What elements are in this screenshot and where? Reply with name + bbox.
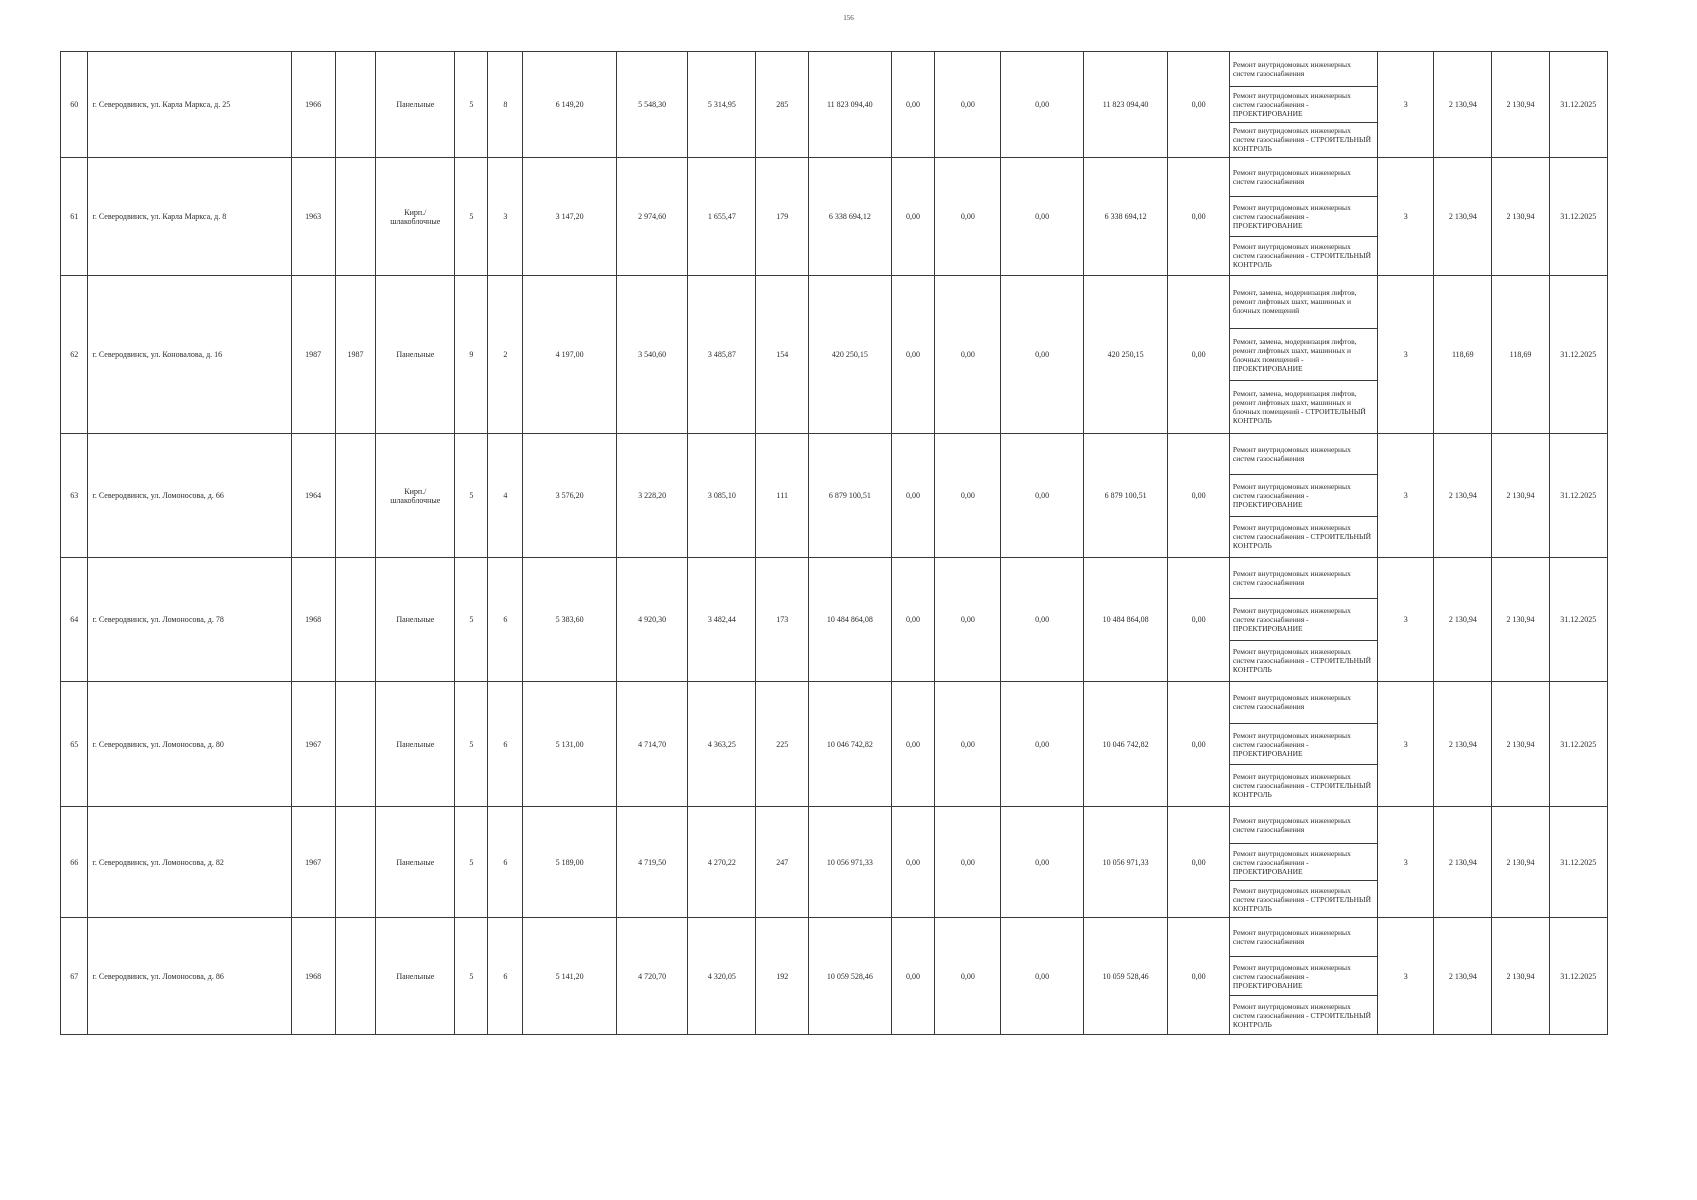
cell-cost-local: 0,00 [1001, 158, 1083, 276]
table-row [61, 558, 1608, 682]
cell-deadline: 31.12.2025 [1549, 918, 1607, 1035]
cell-area-residential: 5 314,95 [688, 52, 756, 158]
cell-num: 62 [61, 276, 88, 434]
cell-cost-regional: 0,00 [935, 558, 1001, 682]
cell-wall-material: Панельные [376, 52, 455, 158]
cell-year-built: 1987 [291, 276, 335, 434]
cell-wall-material: Кирп./ шлакоблочные [376, 158, 455, 276]
cell-cost-federal: 0,00 [891, 558, 935, 682]
cell-residents: 225 [756, 682, 809, 807]
cell-unit-cost: 2 130,94 [1434, 682, 1492, 807]
cell-cost-regional: 0,00 [935, 434, 1001, 558]
cell-cost-total: 6 338 694,12 [809, 158, 891, 276]
cell-year-reconstruction [335, 682, 376, 807]
cell-cost-regional: 0,00 [935, 52, 1001, 158]
cell-num: 61 [61, 158, 88, 276]
cell-deadline: 31.12.2025 [1549, 52, 1607, 158]
cell-wall-material: Панельные [376, 918, 455, 1035]
cell-cost-federal: 0,00 [891, 52, 935, 158]
cell-floors: 5 [455, 682, 488, 807]
table-row [61, 276, 1608, 434]
cell-cost-regional: 0,00 [935, 276, 1001, 434]
cell-cost-local: 0,00 [1001, 52, 1083, 158]
cell-works [1229, 558, 1377, 682]
table-row [61, 682, 1608, 807]
cell-area-living: 4 714,70 [616, 682, 687, 807]
cell-works [1229, 52, 1377, 158]
table-row [61, 918, 1608, 1035]
cell-entrances: 2 [488, 276, 523, 434]
cell-works [1229, 682, 1377, 807]
cell-works [1229, 434, 1377, 558]
cell-class: 3 [1378, 558, 1434, 682]
cell-cost-owners: 10 056 971,33 [1083, 807, 1168, 918]
cell-cost-total: 11 823 094,40 [809, 52, 891, 158]
cell-unit-cost-max: 2 130,94 [1492, 682, 1549, 807]
cell-cost-federal: 0,00 [891, 918, 935, 1035]
cell-entrances: 4 [488, 434, 523, 558]
cell-entrances: 3 [488, 158, 523, 276]
cell-cost-other: 0,00 [1168, 807, 1230, 918]
work-item: Ремонт внутридомовых инженерных систем газоснабжения [1230, 558, 1377, 599]
work-item: Ремонт внутридомовых инженерных систем газоснабжения - ПРОЕКТИРОВАНИЕ [1230, 599, 1377, 640]
table-row [61, 52, 1608, 158]
cell-class: 3 [1378, 158, 1434, 276]
cell-cost-local: 0,00 [1001, 434, 1083, 558]
cell-area-residential: 3 085,10 [688, 434, 756, 558]
cell-area-total: 3 576,20 [523, 434, 616, 558]
cell-address: г. Северодвинск, ул. Ломоносова, д. 66 [88, 434, 291, 558]
cell-entrances: 6 [488, 682, 523, 807]
cell-area-total: 3 147,20 [523, 158, 616, 276]
cell-area-residential: 3 482,44 [688, 558, 756, 682]
cell-unit-cost: 2 130,94 [1434, 158, 1492, 276]
work-item: Ремонт внутридомовых инженерных систем газоснабжения - СТРОИТЕЛЬНЫЙ КОНТРОЛЬ [1232, 1001, 1371, 1029]
cell-num: 63 [61, 434, 88, 558]
work-item: Ремонт внутридомовых инженерных систем газоснабжения - ПРОЕКТИРОВАНИЕ [1230, 475, 1377, 516]
cell-unit-cost-max: 2 130,94 [1492, 52, 1549, 158]
cell-entrances: 6 [488, 807, 523, 918]
cell-cost-owners: 10 059 528,46 [1083, 918, 1168, 1035]
cell-year-built: 1964 [291, 434, 335, 558]
cell-cost-other: 0,00 [1168, 276, 1230, 434]
cell-cost-federal: 0,00 [891, 807, 935, 918]
cell-floors: 5 [455, 807, 488, 918]
cell-unit-cost: 2 130,94 [1434, 52, 1492, 158]
cell-num: 67 [61, 918, 88, 1035]
cell-unit-cost: 118,69 [1434, 276, 1492, 434]
cell-year-reconstruction [335, 52, 376, 158]
cell-floors: 5 [455, 434, 488, 558]
cell-works [1229, 807, 1377, 918]
works-list [1230, 682, 1377, 806]
cell-unit-cost-max: 2 130,94 [1492, 434, 1549, 558]
cell-year-reconstruction [335, 807, 376, 918]
cell-area-living: 5 548,30 [616, 52, 687, 158]
cell-unit-cost-max: 2 130,94 [1492, 558, 1549, 682]
cell-area-residential: 1 655,47 [688, 158, 756, 276]
cell-entrances: 6 [488, 558, 523, 682]
cell-cost-local: 0,00 [1001, 276, 1083, 434]
work-item: Ремонт внутридомовых инженерных систем газоснабжения [1230, 158, 1377, 197]
cell-unit-cost-max: 2 130,94 [1492, 918, 1549, 1035]
cell-deadline: 31.12.2025 [1549, 434, 1607, 558]
work-item: Ремонт внутридомовых инженерных систем газоснабжения - ПРОЕКТИРОВАНИЕ [1230, 197, 1377, 236]
work-item: Ремонт внутридомовых инженерных систем газоснабжения - СТРОИТЕЛЬНЫЙ КОНТРОЛЬ [1232, 242, 1371, 270]
cell-area-total: 5 131,00 [523, 682, 616, 807]
cell-address: г. Северодвинск, ул. Ломоносова, д. 78 [88, 558, 291, 682]
cell-cost-total: 10 059 528,46 [809, 918, 891, 1035]
cell-class: 3 [1378, 807, 1434, 918]
cell-cost-owners: 6 338 694,12 [1083, 158, 1168, 276]
cell-cost-federal: 0,00 [891, 434, 935, 558]
work-item: Ремонт внутридомовых инженерных систем газоснабжения - ПРОЕКТИРОВАНИЕ [1230, 844, 1377, 881]
cell-floors: 5 [455, 52, 488, 158]
cell-residents: 285 [756, 52, 809, 158]
cell-unit-cost-max: 118,69 [1492, 276, 1549, 434]
work-item: Ремонт внутридомовых инженерных систем газоснабжения - СТРОИТЕЛЬНЫЙ КОНТРОЛЬ [1232, 772, 1371, 800]
cell-unit-cost-max: 2 130,94 [1492, 158, 1549, 276]
works-list [1230, 558, 1377, 681]
work-item: Ремонт внутридомовых инженерных систем газоснабжения - ПРОЕКТИРОВАНИЕ [1230, 724, 1377, 766]
cell-cost-total: 6 879 100,51 [809, 434, 891, 558]
cell-cost-total: 10 484 864,08 [809, 558, 891, 682]
cell-class: 3 [1378, 918, 1434, 1035]
cell-residents: 247 [756, 807, 809, 918]
works-list [1230, 276, 1377, 433]
cell-deadline: 31.12.2025 [1549, 682, 1607, 807]
cell-area-living: 4 920,30 [616, 558, 687, 682]
work-item: Ремонт внутридомовых инженерных систем газоснабжения - СТРОИТЕЛЬНЫЙ КОНТРОЛЬ [1232, 647, 1371, 675]
cell-area-residential: 4 320,05 [688, 918, 756, 1035]
cell-residents: 111 [756, 434, 809, 558]
cell-cost-local: 0,00 [1001, 918, 1083, 1035]
cell-area-living: 3 540,60 [616, 276, 687, 434]
cell-num: 66 [61, 807, 88, 918]
work-item: Ремонт внутридомовых инженерных систем газоснабжения - СТРОИТЕЛЬНЫЙ КОНТРОЛЬ [1232, 885, 1371, 913]
registry-rows [61, 52, 1608, 1035]
cell-area-total: 4 197,00 [523, 276, 616, 434]
cell-deadline: 31.12.2025 [1549, 158, 1607, 276]
cell-area-residential: 3 485,87 [688, 276, 756, 434]
cell-unit-cost: 2 130,94 [1434, 434, 1492, 558]
cell-address: г. Северодвинск, ул. Карла Маркса, д. 8 [88, 158, 291, 276]
work-item: Ремонт внутридомовых инженерных систем газоснабжения - СТРОИТЕЛЬНЫЙ КОНТРОЛЬ [1232, 126, 1371, 154]
cell-entrances: 8 [488, 52, 523, 158]
cell-year-built: 1968 [291, 558, 335, 682]
cell-year-built: 1968 [291, 918, 335, 1035]
work-item: Ремонт внутридомовых инженерных систем газоснабжения [1230, 434, 1377, 475]
cell-works [1229, 918, 1377, 1035]
cell-deadline: 31.12.2025 [1549, 807, 1607, 918]
cell-area-total: 5 141,20 [523, 918, 616, 1035]
cell-wall-material: Панельные [376, 276, 455, 434]
work-item: Ремонт внутридомовых инженерных систем газоснабжения - ПРОЕКТИРОВАНИЕ [1230, 957, 1377, 996]
cell-area-residential: 4 363,25 [688, 682, 756, 807]
cell-class: 3 [1378, 52, 1434, 158]
cell-deadline: 31.12.2025 [1549, 276, 1607, 434]
cell-wall-material: Панельные [376, 807, 455, 918]
cell-residents: 173 [756, 558, 809, 682]
cell-residents: 179 [756, 158, 809, 276]
cell-cost-local: 0,00 [1001, 682, 1083, 807]
cell-entrances: 6 [488, 918, 523, 1035]
cell-year-reconstruction [335, 158, 376, 276]
page-number: 156 [843, 14, 854, 22]
work-item: Ремонт, замена, модернизация лифтов, ремонт лифтовых шахт, машинных и блочных помещений - ПРОЕКТИРОВАНИЕ [1230, 329, 1377, 382]
cell-area-living: 3 228,20 [616, 434, 687, 558]
cell-cost-regional: 0,00 [935, 682, 1001, 807]
cell-address: г. Северодвинск, ул. Карла Маркса, д. 25 [88, 52, 291, 158]
cell-cost-owners: 6 879 100,51 [1083, 434, 1168, 558]
cell-num: 64 [61, 558, 88, 682]
cell-area-residential: 4 270,22 [688, 807, 756, 918]
cell-cost-local: 0,00 [1001, 558, 1083, 682]
cell-cost-other: 0,00 [1168, 682, 1230, 807]
work-item: Ремонт внутридомовых инженерных систем газоснабжения [1230, 52, 1377, 87]
cell-area-living: 4 719,50 [616, 807, 687, 918]
cell-residents: 192 [756, 918, 809, 1035]
cell-cost-local: 0,00 [1001, 807, 1083, 918]
cell-unit-cost-max: 2 130,94 [1492, 807, 1549, 918]
cell-cost-owners: 11 823 094,40 [1083, 52, 1168, 158]
cell-area-total: 6 149,20 [523, 52, 616, 158]
cell-cost-other: 0,00 [1168, 918, 1230, 1035]
cell-cost-total: 10 056 971,33 [809, 807, 891, 918]
cell-address: г. Северодвинск, ул. Ломоносова, д. 82 [88, 807, 291, 918]
cell-cost-federal: 0,00 [891, 276, 935, 434]
work-item: Ремонт внутридомовых инженерных систем газоснабжения [1230, 918, 1377, 957]
cell-floors: 5 [455, 158, 488, 276]
cell-address: г. Северодвинск, ул. Коновалова, д. 16 [88, 276, 291, 434]
cell-cost-federal: 0,00 [891, 682, 935, 807]
table-row [61, 807, 1608, 918]
cell-floors: 9 [455, 276, 488, 434]
cell-num: 60 [61, 52, 88, 158]
table-row [61, 434, 1608, 558]
cell-year-reconstruction: 1987 [335, 276, 376, 434]
work-item: Ремонт внутридомовых инженерных систем газоснабжения - СТРОИТЕЛЬНЫЙ КОНТРОЛЬ [1232, 523, 1371, 551]
cell-cost-owners: 420 250,15 [1083, 276, 1168, 434]
works-list [1230, 807, 1377, 917]
cell-wall-material: Кирп./ шлакоблочные [376, 434, 455, 558]
works-list [1230, 158, 1377, 275]
cell-year-built: 1967 [291, 682, 335, 807]
cell-unit-cost: 2 130,94 [1434, 807, 1492, 918]
cell-area-living: 2 974,60 [616, 158, 687, 276]
cell-year-built: 1966 [291, 52, 335, 158]
cell-floors: 5 [455, 918, 488, 1035]
cell-wall-material: Панельные [376, 682, 455, 807]
cell-cost-regional: 0,00 [935, 918, 1001, 1035]
cell-year-reconstruction [335, 918, 376, 1035]
cell-works [1229, 276, 1377, 434]
cell-cost-other: 0,00 [1168, 52, 1230, 158]
cell-year-built: 1963 [291, 158, 335, 276]
works-list [1230, 918, 1377, 1034]
works-list [1230, 434, 1377, 557]
cell-cost-total: 420 250,15 [809, 276, 891, 434]
cell-address: г. Северодвинск, ул. Ломоносова, д. 80 [88, 682, 291, 807]
cell-area-living: 4 720,70 [616, 918, 687, 1035]
cell-cost-other: 0,00 [1168, 558, 1230, 682]
cell-cost-regional: 0,00 [935, 158, 1001, 276]
cell-floors: 5 [455, 558, 488, 682]
cell-class: 3 [1378, 276, 1434, 434]
work-item: Ремонт внутридомовых инженерных систем газоснабжения [1230, 682, 1377, 724]
cell-address: г. Северодвинск, ул. Ломоносова, д. 86 [88, 918, 291, 1035]
cell-class: 3 [1378, 434, 1434, 558]
cell-year-reconstruction [335, 558, 376, 682]
work-item: Ремонт внутридомовых инженерных систем газоснабжения - ПРОЕКТИРОВАНИЕ [1230, 87, 1377, 122]
cell-cost-owners: 10 484 864,08 [1083, 558, 1168, 682]
cell-unit-cost: 2 130,94 [1434, 918, 1492, 1035]
table-row [61, 158, 1608, 276]
cell-year-built: 1967 [291, 807, 335, 918]
work-item: Ремонт, замена, модернизация лифтов, ремонт лифтовых шахт, машинных и блочных помещений [1230, 276, 1377, 329]
cell-wall-material: Панельные [376, 558, 455, 682]
cell-area-total: 5 383,60 [523, 558, 616, 682]
work-item: Ремонт внутридомовых инженерных систем газоснабжения [1230, 807, 1377, 844]
cell-year-reconstruction [335, 434, 376, 558]
cell-cost-other: 0,00 [1168, 158, 1230, 276]
cell-area-total: 5 189,00 [523, 807, 616, 918]
cell-num: 65 [61, 682, 88, 807]
cell-cost-owners: 10 046 742,82 [1083, 682, 1168, 807]
cell-class: 3 [1378, 682, 1434, 807]
work-item: Ремонт, замена, модернизация лифтов, ремонт лифтовых шахт, машинных и блочных помещений - СТРОИТЕЛЬНЫЙ КОНТРОЛЬ [1232, 389, 1366, 426]
works-list [1230, 52, 1377, 157]
cell-cost-total: 10 046 742,82 [809, 682, 891, 807]
cell-unit-cost: 2 130,94 [1434, 558, 1492, 682]
cell-residents: 154 [756, 276, 809, 434]
cell-cost-other: 0,00 [1168, 434, 1230, 558]
capital-repair-registry-table [60, 51, 1608, 1035]
cell-cost-federal: 0,00 [891, 158, 935, 276]
cell-deadline: 31.12.2025 [1549, 558, 1607, 682]
cell-works [1229, 158, 1377, 276]
cell-cost-regional: 0,00 [935, 807, 1001, 918]
